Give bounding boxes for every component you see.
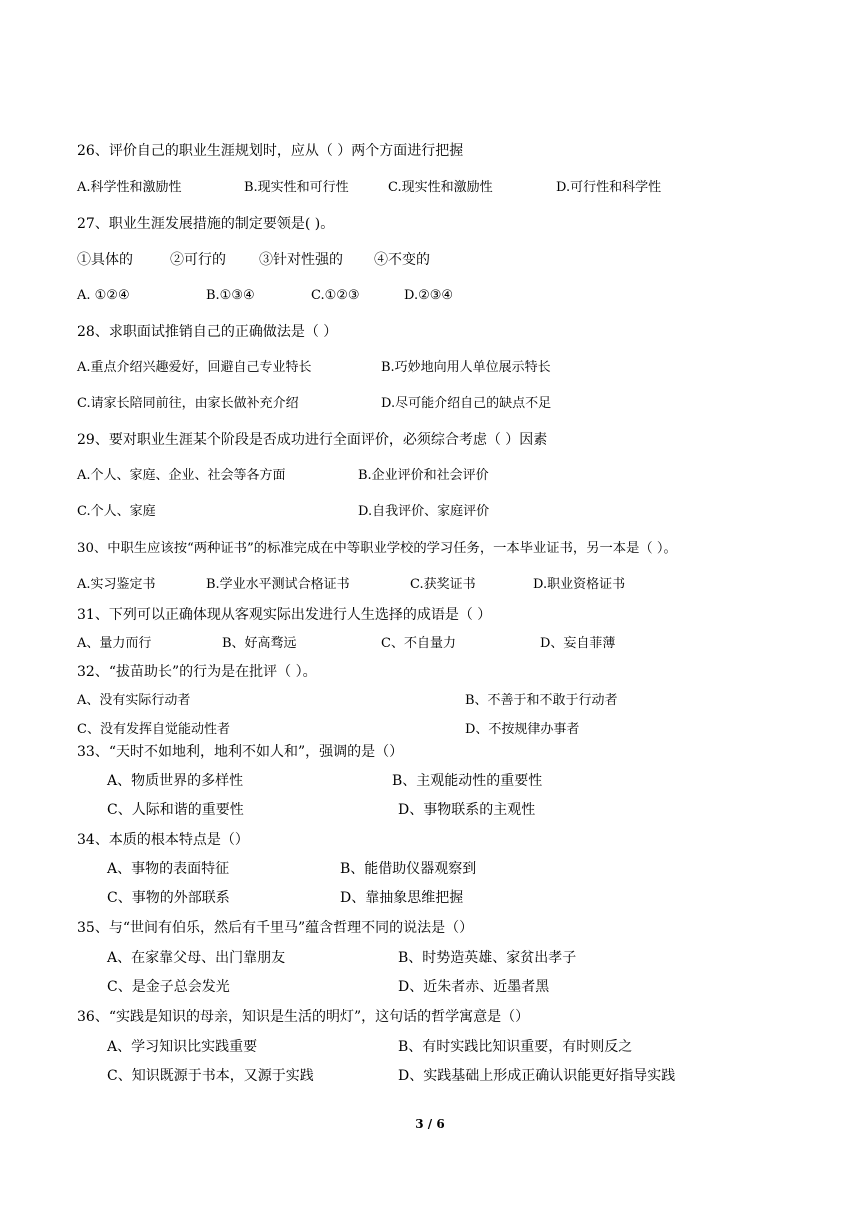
q30-option-c: C.获奖证书 xyxy=(410,577,476,592)
q28-option-b: B.巧妙地向用人单位展示特长 xyxy=(381,360,551,375)
q27-item-1: ①具体的 xyxy=(77,252,133,268)
question-35-stem: 35、与“世间有伯乐，然后有千里马”蕴含哲理不同的说法是（） xyxy=(77,920,474,936)
q30-option-d: D.职业资格证书 xyxy=(533,577,626,592)
q26-option-c: C.现实性和激励性 xyxy=(388,180,493,195)
q35-option-c: C、是金子总会发光 xyxy=(107,979,230,995)
q27-option-a: A. ①②④ xyxy=(77,288,130,303)
q27-item-3: ③针对性强的 xyxy=(259,252,343,268)
q29-option-c: C.个人、家庭 xyxy=(77,504,156,519)
q36-option-d: D、实践基础上形成正确认识能更好指导实践 xyxy=(398,1068,676,1084)
q33-option-a: A、物质世界的多样性 xyxy=(107,773,244,789)
q34-option-a: A、事物的表面特征 xyxy=(107,861,230,877)
q27-option-c: C.①②③ xyxy=(311,288,360,303)
q35-option-b: B、时势造英雄、家贫出孝子 xyxy=(398,950,577,966)
q34-option-b: B、能借助仪器观察到 xyxy=(340,861,477,877)
q30-option-a: A.实习鉴定书 xyxy=(77,577,156,592)
q32-option-a: A、没有实际行动者 xyxy=(77,693,191,708)
q36-option-a: A、学习知识比实践重要 xyxy=(107,1039,258,1055)
question-29-stem: 29、要对职业生涯某个阶段是否成功进行全面评价，必须综合考虑（ ）因素 xyxy=(77,432,548,448)
q33-option-b: B、主观能动性的重要性 xyxy=(392,773,543,789)
q27-item-4: ④不变的 xyxy=(374,252,430,268)
q36-option-c: C、知识既源于书本，又源于实践 xyxy=(107,1068,314,1084)
page-number: 3 / 6 xyxy=(415,1117,445,1131)
q26-option-a: A.科学性和激励性 xyxy=(77,180,182,195)
question-34-stem: 34、本质的根本特点是（） xyxy=(77,832,249,848)
question-26-stem: 26、评价自己的职业生涯规划时，应从（ ）两个方面进行把握 xyxy=(77,143,464,159)
question-36-stem: 36、“实践是知识的母亲，知识是生活的明灯”，这句话的哲学寓意是（） xyxy=(77,1009,530,1025)
q33-option-c: C、人际和谐的重要性 xyxy=(107,802,244,818)
q35-option-a: A、在家靠父母、出门靠朋友 xyxy=(107,950,286,966)
q28-option-d: D.尽可能介绍自己的缺点不足 xyxy=(381,396,552,411)
q33-option-d: D、事物联系的主观性 xyxy=(398,802,536,818)
q34-option-c: C、事物的外部联系 xyxy=(107,890,230,906)
q34-option-d: D、靠抽象思维把握 xyxy=(340,890,464,906)
q28-option-c: C.请家长陪同前往，由家长做补充介绍 xyxy=(77,396,299,411)
question-33-stem: 33、“天时不如地利，地利不如人和”，强调的是（） xyxy=(77,744,404,760)
q31-option-a: A、量力而行 xyxy=(77,636,152,651)
q27-item-2: ②可行的 xyxy=(170,252,226,268)
q26-option-d: D.可行性和科学性 xyxy=(556,180,662,195)
q32-option-c: C、没有发挥自觉能动性者 xyxy=(77,722,230,737)
q31-option-b: B、好高骛远 xyxy=(222,636,297,651)
q31-option-c: C、不自量力 xyxy=(381,636,456,651)
q27-option-d: D.②③④ xyxy=(404,288,454,303)
q29-option-a: A.个人、家庭、企业、社会等各方面 xyxy=(77,468,286,483)
question-27-stem: 27、职业生涯发展措施的制定要领是( )。 xyxy=(77,216,335,232)
question-32-stem: 32、“拔苗助长”的行为是在批评（ ）。 xyxy=(77,664,317,680)
q30-option-b: B.学业水平测试合格证书 xyxy=(206,577,350,592)
question-31-stem: 31、下列可以正确体现从客观实际出发进行人生选择的成语是（ ） xyxy=(77,607,492,623)
q35-option-d: D、近朱者赤、近墨者黑 xyxy=(398,979,550,995)
q29-option-d: D.自我评价、家庭评价 xyxy=(358,504,490,519)
q28-option-a: A.重点介绍兴趣爱好，回避自己专业特长 xyxy=(77,360,312,375)
question-30-stem: 30、中职生应该按“两种证书”的标准完成在中等职业学校的学习任务，一本毕业证书，另一本是（ ）。 xyxy=(77,541,677,556)
q27-option-b: B.①③④ xyxy=(206,288,255,303)
q32-option-b: B、不善于和不敢于行动者 xyxy=(465,693,618,708)
q31-option-d: D、妄自菲薄 xyxy=(540,636,616,651)
question-28-stem: 28、求职面试推销自己的正确做法是（ ） xyxy=(77,324,338,340)
q36-option-b: B、有时实践比知识重要，有时则反之 xyxy=(398,1039,633,1055)
q26-option-b: B.现实性和可行性 xyxy=(244,180,349,195)
q32-option-d: D、不按规律办事者 xyxy=(465,722,580,737)
q29-option-b: B.企业评价和社会评价 xyxy=(358,468,489,483)
